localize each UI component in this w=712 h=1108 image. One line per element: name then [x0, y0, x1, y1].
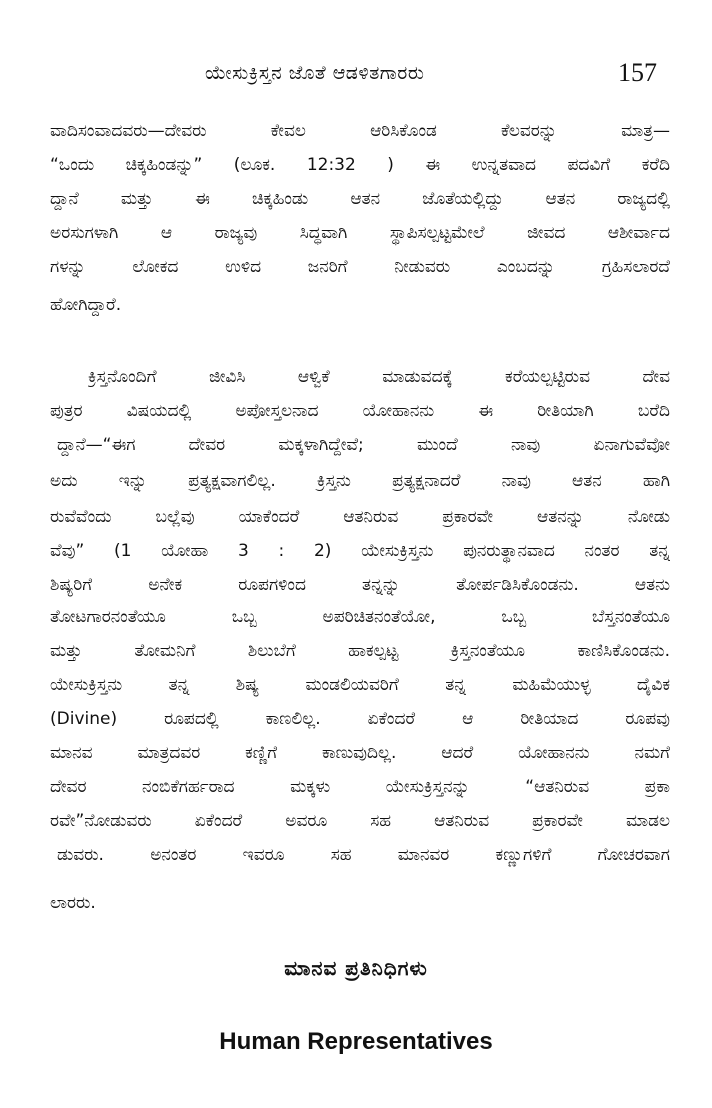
text-line: ಡುವರು. ಅನಂತರ ಇವರೂ ಸಹ ಮಾನವರ ಕಣ್ಣುಗಳಿಗೆ ಗೋಚರವಾಗ — [57, 845, 670, 865]
text-line: ಯೇಸುಕ್ರಿಸ್ತನು ತನ್ನ ಶಿಷ್ಯ ಮಂಡಲಿಯವರಿಗೆ ತನ್ನ ಮಹಿಮೆಯುಳ್ಳ ದೈವಿಕ — [50, 675, 670, 695]
page-number: 157 — [618, 58, 657, 87]
text-line: ವಾದಿಸಂವಾದವರು—ದೇವರು ಕೇವಲ ಆರಿಸಿಕೊಂಡ ಕೆಲವರನ್ನು ಮಾತ್ರ— — [50, 121, 670, 141]
section-heading-kannada: ಮಾನವ ಪ್ರತಿನಿಧಿಗಳು — [284, 956, 428, 980]
running-head — [0, 58, 712, 92]
text-line: ಅದು ಇನ್ನು ಪ್ರತ್ಯಕ್ಷವಾಗಲಿಲ್ಲ. ಕ್ರಿಸ್ತನು ಪ್ರತ್ಯಕ್ಷನಾದರೆ ನಾವು ಆತನ ಹಾಗಿ — [50, 471, 670, 491]
section-heading-english: Human Representatives — [219, 1028, 493, 1055]
text-line: “ಒಂದು ಚಿಕ್ಕಹಿಂಡನ್ನು” (ಲೂಕ. 12:32 ) ಈ ಉನ್ನತವಾದ ಪದವಿಗೆ ಕರೆದಿ — [50, 155, 670, 175]
text-line: ಕ್ರಿಸ್ತನೊಂದಿಗೆ ಜೀವಿಸಿ ಆಳ್ವಿಕೆ ಮಾಡುವದಕ್ಕೆ ಕರೆಯಲ್ಪಟ್ಟಿರುವ ದೇವ — [88, 367, 670, 387]
text-line: ರವೇ”ನೋಡುವರು ಏಕೆಂದರೆ ಅವರೂ ಸಹ ಆತನಿರುವ ಪ್ರಕಾರವೇ ಮಾಡಲ — [50, 811, 670, 831]
text-line: ಹೋಗಿದ್ದಾರೆ. — [50, 295, 122, 315]
text-line: ಮತ್ತು ತೋಮನಿಗೆ ಶಿಲುಬೆಗೆ ಹಾಕಲ್ಪಟ್ಟ ಕ್ರಿಸ್ತನಂತೆಯೂ ಕಾಣಿಸಿಕೊಂಡನು. — [50, 641, 670, 661]
text-line: ಅರಸುಗಳಾಗಿ ಆ ರಾಜ್ಯವು ಸಿದ್ಧವಾಗಿ ಸ್ಥಾಪಿಸಲ್ಪಟ್ಟಮೇಲೆ ಜೀವದ ಆಶೀರ್ವಾದ — [50, 223, 670, 243]
text-line: ರುವೆವೆಂದು ಬಲ್ಲೆವು ಯಾಕೆಂದರೆ ಆತನಿರುವ ಪ್ರಕಾರವೇ ಆತನನ್ನು ನೋಡು — [50, 507, 670, 527]
text-line: ವೆವು” (1 ಯೋಹಾ 3 : 2) ಯೇಸುಕ್ರಿಸ್ತನು ಪುನರುತ್ಥಾನವಾದ ನಂತರ ತನ್ನ — [50, 541, 670, 561]
text-line: ಮಾನವ ಮಾತ್ರದವರ ಕಣ್ಣಿಗೆ ಕಾಣುವುದಿಲ್ಲ. ಆದರೆ ಯೋಹಾನನು ನಮಗೆ — [50, 743, 670, 763]
text-line: ಶಿಷ್ಯರಿಗೆ ಅನೇಕ ರೂಪಗಳಿಂದ ತನ್ನನ್ನು ತೋರ್ಪಡಿಸಿಕೊಂಡನು. ಆತನು — [50, 575, 670, 595]
text-line: (Divine) ರೂಪದಲ್ಲಿ ಕಾಣಲಿಲ್ಲ. ಏಕೆಂದರೆ ಆ ರೀತಿಯಾದ ರೂಪವು — [50, 709, 670, 729]
text-line: ತೋಟಗಾರನಂತೆಯೂ ಒಬ್ಬ ಅಪರಿಚಿತನಂತೆಯೋ, ಒಬ್ಬ ಬೆಸ್ತನಂತೆಯೂ — [50, 607, 670, 627]
text-line: ದ್ದಾನೆ—“ಈಗ ದೇವರ ಮಕ್ಕಳಾಗಿದ್ದೇವೆ; ಮುಂದೆ ನಾವು ಏನಾಗುವೆವೋ — [57, 435, 670, 455]
text-line: ಪುತ್ರರ ವಿಷಯದಲ್ಲಿ ಅಪೋಸ್ತಲನಾದ ಯೋಹಾನನು ಈ ರೀತಿಯಾಗಿ ಬರೆದಿ — [50, 401, 670, 421]
text-line: ಗಳನ್ನು ಲೋಕದ ಉಳಿದ ಜನರಿಗೆ ನೀಡುವರು ಎಂಬದನ್ನು ಗ್ರಹಿಸಲಾರದೆ — [50, 257, 670, 277]
running-head-title: ಯೇಸುಕ್ರಿಸ್ತನ ಜೊತೆ ಆಡಳಿತಗಾರರು — [205, 62, 425, 84]
text-line: ದ್ದಾನೆ ಮತ್ತು ಈ ಚಿಕ್ಕಹಿಂಡು ಆತನ ಜೊತೆಯಲ್ಲಿದ್ದು ಆತನ ರಾಜ್ಯದಲ್ಲಿ — [50, 189, 670, 209]
text-line: ದೇವರ ನಂಬಿಕೆಗರ್ಹರಾದ ಮಕ್ಕಳು ಯೇಸುಕ್ರಿಸ್ತನನ್ನು “ಆತನಿರುವ ಪ್ರಕಾ — [50, 777, 670, 797]
text-line: ಲಾರರು. — [50, 893, 96, 913]
